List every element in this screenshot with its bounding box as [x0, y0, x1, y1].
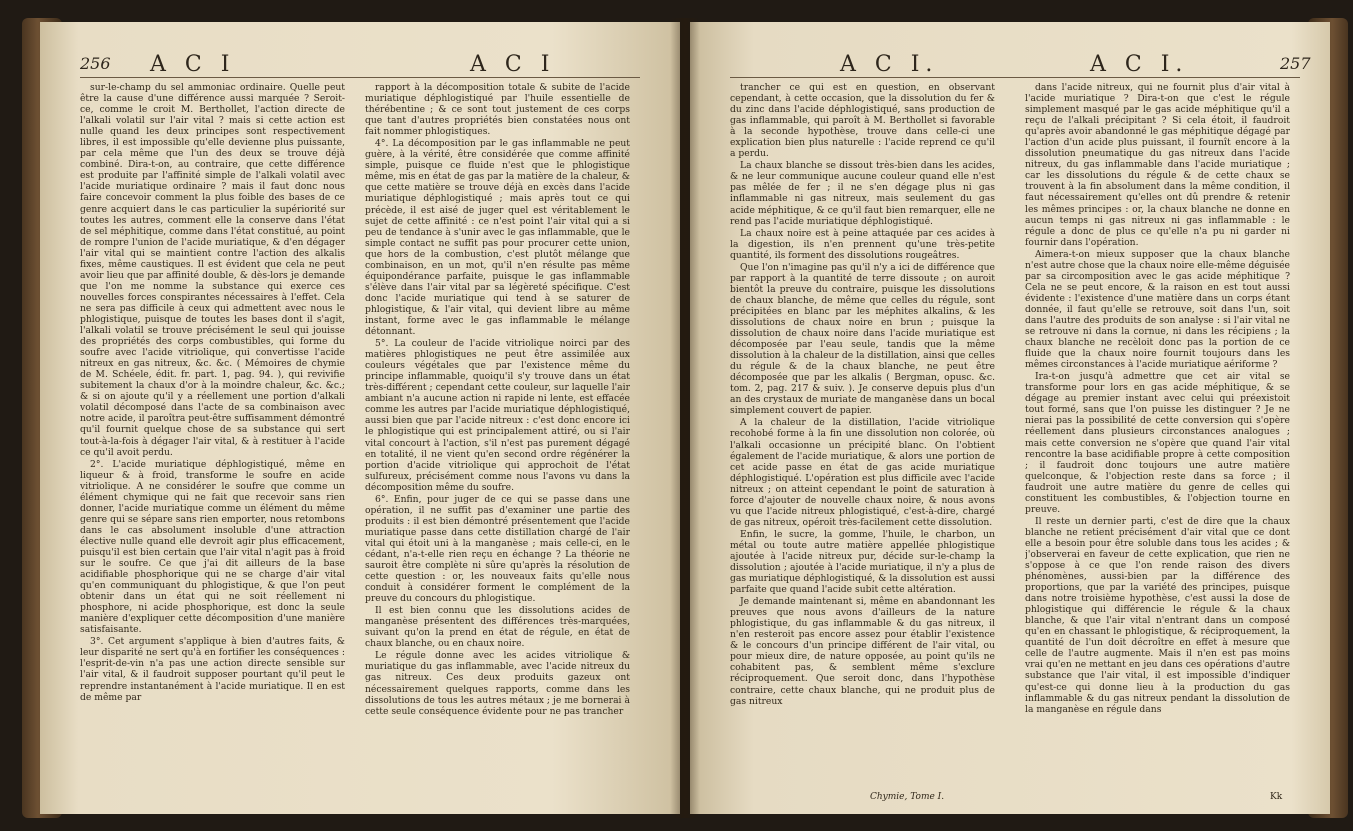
paragraph: Que l'on n'imagine pas qu'il n'y a ici de différence que par rapport à la quantité de terre dissoute ; on auroit bientôt la preuve du contraire, puisque les dissolutions de chaux blanche, de même que celles du régule, sont précipitées en blanc par les méphites alkalins, & les dissolutions de chaux noire en brun ; puisque la dissolution de chaux noire dans l'acide muriatique est décomposée par l'eau seule, tandis que la même dissolution à la chaleur de la distillation, ainsi que celles du régule & de la chaux blanche, ne peut être décomposée que par les alkalis ( Bergman, opusc. &c. tom. 2, pag. 217 & suiv. ). Je conserve depuis plus d'un an des crystaux de muriate de manganèse dans un bocal simplement couvert de papier.: [730, 261, 995, 417]
paragraph: sur-le-champ du sel ammoniac ordinaire. Quelle peut être la cause d'une différence aussi marquée ? Seroit-ce, comme le croit M. Berthollet, l'action directe de l'alkali volatil sur l'air vital ? mais si cette action est nulle quand les deux principes sont respectivement libres, il est impossible qu'elle devienne plus puissante, par cela même que l'un des deux se trouve déjà combiné. Dira-t-on, au contraire, que cette différence est produite par l'affinité simple de l'alkali volatil avec l'acide muriatique ordinaire ? mais il faut donc nous faire concevoir comment la plus foible des bases de ce genre acquiert dans le cas particulier la supériorité sur toutes les autres, comment elle la conserve dans l'état de sel méphitique, comme dans l'état constitué, au point de rompre l'union de l'acide muriatique, & d'en dégager l'air vital qui se maintient contre l'action des alkalis fixes, même caustiques. Il est évident que cela ne peut avoir lieu que par affinité double, & dès-lors je demande que l'on me nomme la substance qui exerce ces nouvelles forces conspirantes nécessaires à l'effet. Cela ne sera pas difficile à ceux qui admettent avec nous le phlogistique, puisque de toutes les bases dont il s'agit, l'alkali volatil se trouve précisément le seul qui jouisse des propriétés des corps combustibles, qui forme du soufre avec l'acide vitriolique, qui convertisse l'acide nitreux en gas nitreux, &c. &c. ( Mémoires de chymie de M. Schéele, édit. fr. part. 1, pag. 94. ), qui revivifie subitement la chaux d'or à la moindre chaleur, &c. &c.; & si on ajoute qu'il y a réellement une portion d'alkali volatil décomposé dans l'acte de sa combinaison avec notre acide, il paroîtra peut-être suffisamment démontré qu'il fournit quelque chose de sa substance qui sert tout-à-la-fois à dégager l'air vital, & à restituer à l'acide ce qu'il avoit perdu.: [80, 82, 345, 458]
paragraph: Ira-t-on jusqu'à admettre que cet air vital se transforme pour lors en gas acide méphitique, & se dégage au premier instant avec celui qui préexistoit tout formé, sans que l'on puisse les distinguer ? Je ne nierai pas la possibilité de cette conversion qui s'opère réellement dans plusieurs circonstances analogues ; mais cette conversion ne s'opère que quand l'air vital rencontre la base acidifiable propre à cette composition ; il faudroit donc toujours une autre matière quelconque, & l'objection reste dans sa force ; il faudroit une autre matière du genre de celles qui constituent les combustibles, & l'objection tourne en preuve.: [1025, 371, 1290, 515]
paragraph: Il reste un dernier parti, c'est de dire que la chaux blanche ne retient précisément d'air vital que ce dont elle a besoin pour être soluble dans tous les acides ; & j'observerai en faveur de cette explication, que rien ne s'oppose à ce que l'on rende raison des divers phénomènes, aussi-bien par la différence des proportions, que par la variété des principes, puisque dans notre troisième hypothèse, c'est aussi la dose de phlogistique qui différencie le régule & la chaux blanche, & que l'air vital n'entrant dans un composé qu'en en chassant le phlogistique, & réciproquement, la quantité de l'un doit décroître en effet à mesure que celle de l'autre augmente. Mais il n'en est pas moins vrai qu'en ne mettant en jeu dans ces opérations d'autre substance que l'air vital, il est impossible d'indiquer qu'est-ce qui donne lieu à la production du gas inflammable & du gas nitreux pendant la dissolution de la manganèse en régule dans: [1025, 515, 1290, 715]
page-footer: Chymie, Tome I.: [870, 792, 945, 802]
paragraph: 4°. La décomposition par le gas inflammable ne peut guère, à la vérité, être considérée que comme affinité simple, puisque ce fluide n'est que le phlogistique même, mis en état de gas par la matière de la chaleur, & que cette matière se trouve déjà en excès dans l'acide muriatique déphlogistiqué ; mais après tout ce qui précède, il est aisé de juger quel est véritablement le sujet de cette affinité : ce n'est point l'air vital qui a si peu de tendance à s'unir avec le gas inflammable, que le simple contact ne suffit pas pour procurer cette union, que hors de la combustion, c'est plutôt mélange que combinaison, en un mot, qu'il n'en résulte pas même équipondérance parfaite, puisque le gas inflammable s'élève dans l'air vital par sa légèreté spécifique. C'est donc l'acide muriatique qui tend à se saturer de phlogistique, & l'air vital, qui devient libre au même instant, forme avec le gas inflammable le mélange détonnant.: [365, 138, 630, 338]
left-page: [40, 22, 680, 814]
text-column-1: [730, 82, 995, 782]
paragraph: Le régule donne avec les acides vitriolique & muriatique du gas inflammable, avec l'acide nitreux du gas nitreux. Ces deux produits gazeux ont nécessairement quelques rapports, comme dans les dissolutions de tous les autres métaux ; je me bornerai à cette seule conséquence évidente pour ne pas trancher: [365, 650, 630, 717]
running-head-left: A C I.: [840, 52, 939, 77]
page-number: 257: [1280, 54, 1311, 73]
paragraph: Aimera-t-on mieux supposer que la chaux blanche n'est autre chose que la chaux noire elle-même déguisée par sa circomposition avec le gas acide méphitique ? Cela ne se peut encore, & la raison en est tout aussi évidente : l'existence d'une matière dans un corps étant donnée, il faut qu'elle se retrouve, soit dans l'un, soit dans l'autre des produits de son analyse : si l'air vital ne se retrouve ni dans la cornue, ni dans les récipiens ; la chaux blanche ne recèloit donc pas la portion de ce fluide que la chaux noire fournit toujours dans les mêmes circonstances à l'acide muriatique aériforme ?: [1025, 248, 1290, 371]
paragraph: dans l'acide nitreux, qui ne fournit plus d'air vital à l'acide muriatique ? Dira-t-on que c'est le régule simplement masqué par le gas acide méphitique qu'il a reçu de l'alkali précipitant ? Si cela étoit, il faudroit qu'après avoir abandonné le gas méphitique dégagé par l'action d'un acide plus puissant, il fournît encore à la dissolution pneumatique du gas nitreux dans l'acide nitreux, du gas inflammable dans l'acide muriatique ; car les dissolutions du régule & de cette chaux se trouvent à la fin absolument dans la même condition, il faut nécessairement qu'elles ont dû prendre & retenir les mêmes principes : or, la chaux blanche ne donne en aucun temps ni gas nitreux ni gas inflammable : le régule a donc de plus ce qu'elle n'a pu ni garder ni fournir dans l'opération.: [1025, 82, 1290, 248]
running-head-right: A C I.: [1090, 52, 1189, 77]
running-head-right: A C I: [470, 52, 556, 77]
header-rule: [80, 77, 640, 78]
text-column-2: [365, 82, 630, 782]
paragraph: 3°. Cet argument s'applique à bien d'autres faits, & leur disparité ne sert qu'à en fortifier les conséquences : l'esprit-de-vin n'a pas une action directe sensible sur l'air vital, & il faudroit supposer pourtant qu'il peut le reprendre instantanément à l'acide muriatique. Il en est de même par: [80, 636, 345, 703]
paragraph: Il est bien connu que les dissolutions acides de manganèse présentent des différences très-marquées, suivant qu'on la prend en état de régule, en état de chaux blanche, ou en chaux noire.: [365, 605, 630, 650]
paragraph: 6°. Enfin, pour juger de ce qui se passe dans une opération, il ne suffit pas d'examiner une partie des produits : il est bien démontré présentement que l'acide muriatique passe dans cette distillation chargé de l'air vital qui étoit uni à la manganèse ; mais celle-ci, en le cédant, n'a-t-elle rien reçu en échange ? La théorie ne sauroit être complète ni sûre qu'après la résolution de cette question : or, les nouveaux faits qu'elle nous conduit à considérer forment le complément de la preuve du concours du phlogistique.: [365, 493, 630, 605]
paragraph: Je demande maintenant si, même en abandonnant les preuves que nous avons d'ailleurs de la nature phlogistique, du gas inflammable & du gas nitreux, il n'en resteroit pas encore assez pour établir l'existence & le concours d'un principe différent de l'air vital, ou pour mieux dire, de nature opposée, au point qu'ils ne cohabitent pas, & semblent même s'exclure réciproquement. Que seroit donc, dans l'hypothèse contraire, cette chaux blanche, qui ne produit plus de gas nitreux: [730, 596, 995, 707]
paragraph: Enfin, le sucre, la gomme, l'huile, le charbon, un métal ou toute autre matière appellée phlogistique ajoutée à l'acide nitreux pur, décide sur-le-champ la dissolution ; ajoutée à l'acide muriatique, il n'y a plus de gas muriatique déphlogistiqué, & la dissolution est aussi parfaite que quand l'acide subit cette altération.: [730, 528, 995, 596]
signature-mark: Kk: [1270, 792, 1283, 802]
text-column-2: [1025, 82, 1290, 782]
paragraph: trancher ce qui est en question, en observant cependant, à cette occasion, que la dissolution du fer & du zinc dans l'acide déphlogistiqué, sans production de gas inflammable, qui paroît à M. Berthollet si favorable à la seconde hypothèse, trouve dans celle-ci une explication bien plus naturelle : l'acide reprend ce qu'il a perdu.: [730, 82, 995, 160]
paragraph: rapport à la décomposition totale & subite de l'acide muriatique déphlogistiqué par l'huile essentielle de thérébentine ; & ce sont tout justement de ces corps que tant d'autres propriétés bien constatées nous ont fait nommer phlogistiques.: [365, 82, 630, 138]
page-number: 256: [80, 54, 111, 73]
paragraph: La chaux blanche se dissout très-bien dans les acides, & ne leur communique aucune couleur quand elle n'est pas mêlée de fer ; il ne s'en dégage plus ni gas inflammable ni gas nitreux, mais seulement du gas acide méphitique, & ce qu'il faut bien remarquer, elle ne rend pas l'acide muriatique déphlogistiqué.: [730, 160, 995, 227]
paragraph: A la chaleur de la distillation, l'acide vitriolique recohobé forme à la fin une dissolution non colorée, où l'alkali occasionne un précipité blanc. On l'obtient également de l'acide muriatique, & alors une portion de cet acide passe en état de gas acide muriatique déphlogistiqué. L'opération est plus difficile avec l'acide nitreux ; on atteint cependant le point de saturation à force d'ajouter de nouvelle chaux noire, & nous avons vu que l'acide nitreux phlogistiqué, c'est-à-dire, chargé de gas nitreux, opéroit très-facilement cette dissolution.: [730, 417, 995, 528]
open-book: [40, 18, 1330, 818]
running-head-left: A C I: [150, 52, 236, 77]
paragraph: 2°. L'acide muriatique déphlogistiqué, même en liqueur & à froid, transforme le soufre en acide vitriolique. A ne considérer le soufre que comme un élément chymique qui ne fait que recevoir sans rien donner, l'acide muriatique comme un élément du même genre qui se sépare sans rien emporter, nous retombons dans le cas absolument insoluble d'une attraction élective nulle quand elle devroit agir plus efficacement, puisqu'il est bien certain que l'air vital n'agit pas à froid sur le soufre. Ce que j'ai dit ailleurs de la base acidifiable phosphorique qui ne se charge d'air vital qu'en communiquant du phlogistique, & que l'on peut obtenir dans un état qui ne soit réellement ni phosphore, ni acide phosphorique, est donc la seule manière d'expliquer cette décomposition d'une manière satisfaisante.: [80, 458, 345, 636]
text-column-1: [80, 82, 345, 782]
paragraph: 5°. La couleur de l'acide vitriolique noirci par des matières phlogistiques ne peut être assimilée aux couleurs végétales que par l'existence même du principe inflammable, quoiqu'il s'y trouve dans un état très-différent ; cependant cette couleur, sur laquelle l'air ambiant n'a aucune action ni rapide ni lente, est effacée comme les autres par l'acide muriatique déphlogistiqué, aussi bien que par l'acide nitreux : c'est donc encore ici le phlogistique qui est principalement attiré, ou si l'air vital concourt à l'action, s'il n'est pas purement dégagé en totalité, il ne vient qu'en second ordre régénérer la portion d'acide vitriolique qui approchoit de l'état sulfureux, précisément comme nous l'avons vu dans la décomposition même du soufre.: [365, 338, 630, 493]
header-rule: [730, 77, 1300, 78]
right-page: [690, 22, 1330, 814]
paragraph: La chaux noire est à peine attaquée par ces acides à la digestion, ils n'en prennent qu'une très-petite quantité, ils forment des dissolutions rougeâtres.: [730, 227, 995, 261]
